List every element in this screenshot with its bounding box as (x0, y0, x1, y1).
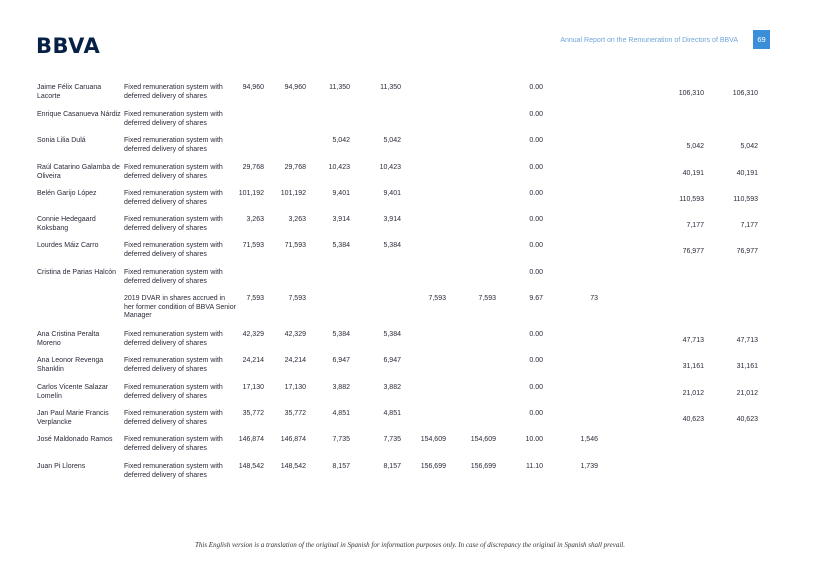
value-cell-4: 5,384 (383, 331, 401, 338)
value-cell-3: 8,157 (332, 463, 350, 470)
director-name: Carlos Vicente Salazar Lomelín (37, 384, 109, 400)
director-name: Raúl Catarino Galamba de Oliveira (37, 164, 120, 180)
value-cell-2: 24,214 (284, 357, 306, 364)
report-title: Annual Report on the Remuneration of Directors of BBVA (560, 37, 738, 44)
value-cell-10: 40,191 (736, 170, 758, 177)
remuneration-system: Fixed remuneration system with deferred delivery of shares (124, 410, 223, 426)
remuneration-system: Fixed remuneration system with deferred delivery of shares (124, 357, 223, 373)
remuneration-system: Fixed remuneration system with deferred delivery of shares (124, 269, 223, 285)
value-cell-7: 0.00 (529, 84, 543, 91)
remuneration-system: Fixed remuneration system with deferred delivery of shares (124, 463, 223, 479)
value-cell-6: 156,699 (470, 463, 496, 470)
value-cell-3: 7,735 (332, 436, 350, 443)
director-name: Belén Garijo López (37, 190, 97, 197)
director-name: Lourdes Máiz Carro (37, 242, 99, 249)
value-cell-2: 29,768 (284, 164, 306, 171)
value-cell-10: 110,593 (733, 196, 758, 203)
remuneration-system: Fixed remuneration system with deferred delivery of shares (124, 384, 223, 400)
remuneration-system: Fixed remuneration system with deferred delivery of shares (124, 242, 223, 258)
value-cell-9: 31,161 (682, 363, 704, 370)
value-cell-2: 17,130 (284, 384, 306, 391)
value-cell-7: 0.00 (529, 269, 543, 276)
value-cell-8: 73 (590, 295, 598, 302)
value-cell-2: 146,874 (280, 436, 306, 443)
value-cell-7: 10.00 (525, 436, 543, 443)
value-cell-3: 10,423 (328, 164, 350, 171)
value-cell-2: 101,192 (280, 190, 306, 197)
remuneration-system: Fixed remuneration system with deferred delivery of shares (124, 111, 223, 127)
remuneration-system: Fixed remuneration system with deferred delivery of shares (124, 137, 223, 153)
value-cell-9: 5,042 (686, 143, 704, 150)
value-cell-10: 76,977 (736, 248, 758, 255)
remuneration-system: Fixed remuneration system with deferred delivery of shares (124, 190, 223, 206)
value-cell-10: 31,161 (736, 363, 758, 370)
remuneration-system: Fixed remuneration system with deferred delivery of shares (124, 164, 223, 180)
value-cell-8: 1,546 (580, 436, 598, 443)
value-cell-3: 6,947 (332, 357, 350, 364)
value-cell-2: 71,593 (284, 242, 306, 249)
value-cell-1: 17,130 (242, 384, 264, 391)
footer-disclaimer: This English version is a translation of the original in Spanish for information purposes only. In case of discrepancy the original in Spanish shall prevail. (195, 541, 625, 549)
value-cell-7: 0.00 (529, 331, 543, 338)
value-cell-4: 6,947 (383, 357, 401, 364)
value-cell-7: 0.00 (529, 242, 543, 249)
bbva-logo: BBVA (36, 34, 101, 58)
value-cell-4: 3,882 (383, 384, 401, 391)
value-cell-7: 9.67 (529, 295, 543, 302)
value-cell-3: 5,384 (332, 242, 350, 249)
page-number: 69 (753, 30, 770, 49)
value-cell-2: 94,960 (284, 84, 306, 91)
value-cell-10: 5,042 (740, 143, 758, 150)
value-cell-3: 11,350 (329, 84, 350, 91)
value-cell-10: 7,177 (740, 222, 758, 229)
director-name: José Maldonado Ramos (37, 436, 113, 443)
value-cell-1: 146,874 (238, 436, 264, 443)
value-cell-7: 0.00 (529, 190, 543, 197)
value-cell-1: 35,772 (242, 410, 264, 417)
value-cell-5: 154,609 (420, 436, 446, 443)
value-cell-4: 3,914 (383, 216, 401, 223)
value-cell-9: 106,310 (678, 90, 704, 97)
value-cell-3: 5,384 (332, 331, 350, 338)
value-cell-4: 5,384 (383, 242, 401, 249)
value-cell-10: 40,623 (736, 416, 758, 423)
value-cell-9: 40,191 (682, 170, 704, 177)
value-cell-4: 4,851 (383, 410, 401, 417)
value-cell-7: 0.00 (529, 410, 543, 417)
value-cell-10: 47,713 (736, 337, 758, 344)
value-cell-5: 156,699 (420, 463, 446, 470)
value-cell-3: 9,401 (332, 190, 350, 197)
value-cell-4: 11,350 (380, 84, 401, 91)
value-cell-1: 24,214 (242, 357, 264, 364)
value-cell-7: 0.00 (529, 111, 543, 118)
value-cell-8: 1,739 (580, 463, 598, 470)
value-cell-2: 35,772 (284, 410, 306, 417)
value-cell-4: 10,423 (379, 164, 401, 171)
value-cell-7: 0.00 (529, 384, 543, 391)
value-cell-10: 106,310 (732, 90, 758, 97)
value-cell-1: 42,329 (242, 331, 264, 338)
value-cell-5: 7,593 (428, 295, 446, 302)
value-cell-4: 9,401 (383, 190, 401, 197)
value-cell-9: 40,623 (682, 416, 704, 423)
value-cell-9: 110,593 (679, 196, 704, 203)
director-name: Connie Hedegaard Koksbang (37, 216, 96, 232)
director-name: Juan Pi Llorens (37, 463, 86, 470)
value-cell-9: 7,177 (686, 222, 704, 229)
value-cell-6: 154,609 (470, 436, 496, 443)
value-cell-2: 3,263 (288, 216, 306, 223)
value-cell-2: 148,542 (280, 463, 306, 470)
director-name: Ana Leonor Revenga Shanklin (37, 357, 104, 373)
value-cell-1: 7,593 (246, 295, 264, 302)
director-name: Jaime Félix Caruana Lacorte (37, 84, 102, 100)
value-cell-3: 4,851 (332, 410, 350, 417)
remuneration-system: Fixed remuneration system with deferred delivery of shares (124, 216, 223, 232)
value-cell-7: 0.00 (529, 137, 543, 144)
director-name: Jan Paul Marie Francis Verplancke (37, 410, 109, 426)
value-cell-1: 71,593 (242, 242, 264, 249)
value-cell-1: 148,542 (238, 463, 264, 470)
value-cell-7: 0.00 (529, 357, 543, 364)
value-cell-7: 11.10 (526, 463, 543, 470)
value-cell-9: 76,977 (682, 248, 704, 255)
value-cell-3: 5,042 (332, 137, 350, 144)
value-cell-1: 94,960 (242, 84, 264, 91)
value-cell-7: 0.00 (529, 164, 543, 171)
remuneration-system: Fixed remuneration system with deferred delivery of shares (124, 331, 223, 347)
value-cell-10: 21,012 (736, 390, 758, 397)
director-name: Sonia Lilia Dulá (37, 137, 86, 144)
value-cell-9: 21,012 (682, 390, 704, 397)
value-cell-3: 3,882 (332, 384, 350, 391)
value-cell-1: 101,192 (238, 190, 264, 197)
director-name: Cristina de Parias Halcón (37, 269, 116, 276)
value-cell-4: 5,042 (383, 137, 401, 144)
director-name: Ana Cristina Peralta Moreno (37, 331, 100, 347)
remuneration-system: 2019 DVAR in shares accrued in her former condition of BBVA Senior Manager (124, 295, 236, 319)
value-cell-1: 3,263 (246, 216, 264, 223)
value-cell-4: 7,735 (383, 436, 401, 443)
value-cell-9: 47,713 (682, 337, 704, 344)
remuneration-system: Fixed remuneration system with deferred delivery of shares (124, 436, 223, 452)
director-name: Enrique Casanueva Nárdiz (37, 111, 121, 118)
value-cell-4: 8,157 (383, 463, 401, 470)
value-cell-3: 3,914 (332, 216, 350, 223)
value-cell-7: 0.00 (529, 216, 543, 223)
value-cell-6: 7,593 (478, 295, 496, 302)
value-cell-2: 7,593 (288, 295, 306, 302)
remuneration-system: Fixed remuneration system with deferred delivery of shares (124, 84, 223, 100)
value-cell-1: 29,768 (242, 164, 264, 171)
value-cell-2: 42,329 (284, 331, 306, 338)
